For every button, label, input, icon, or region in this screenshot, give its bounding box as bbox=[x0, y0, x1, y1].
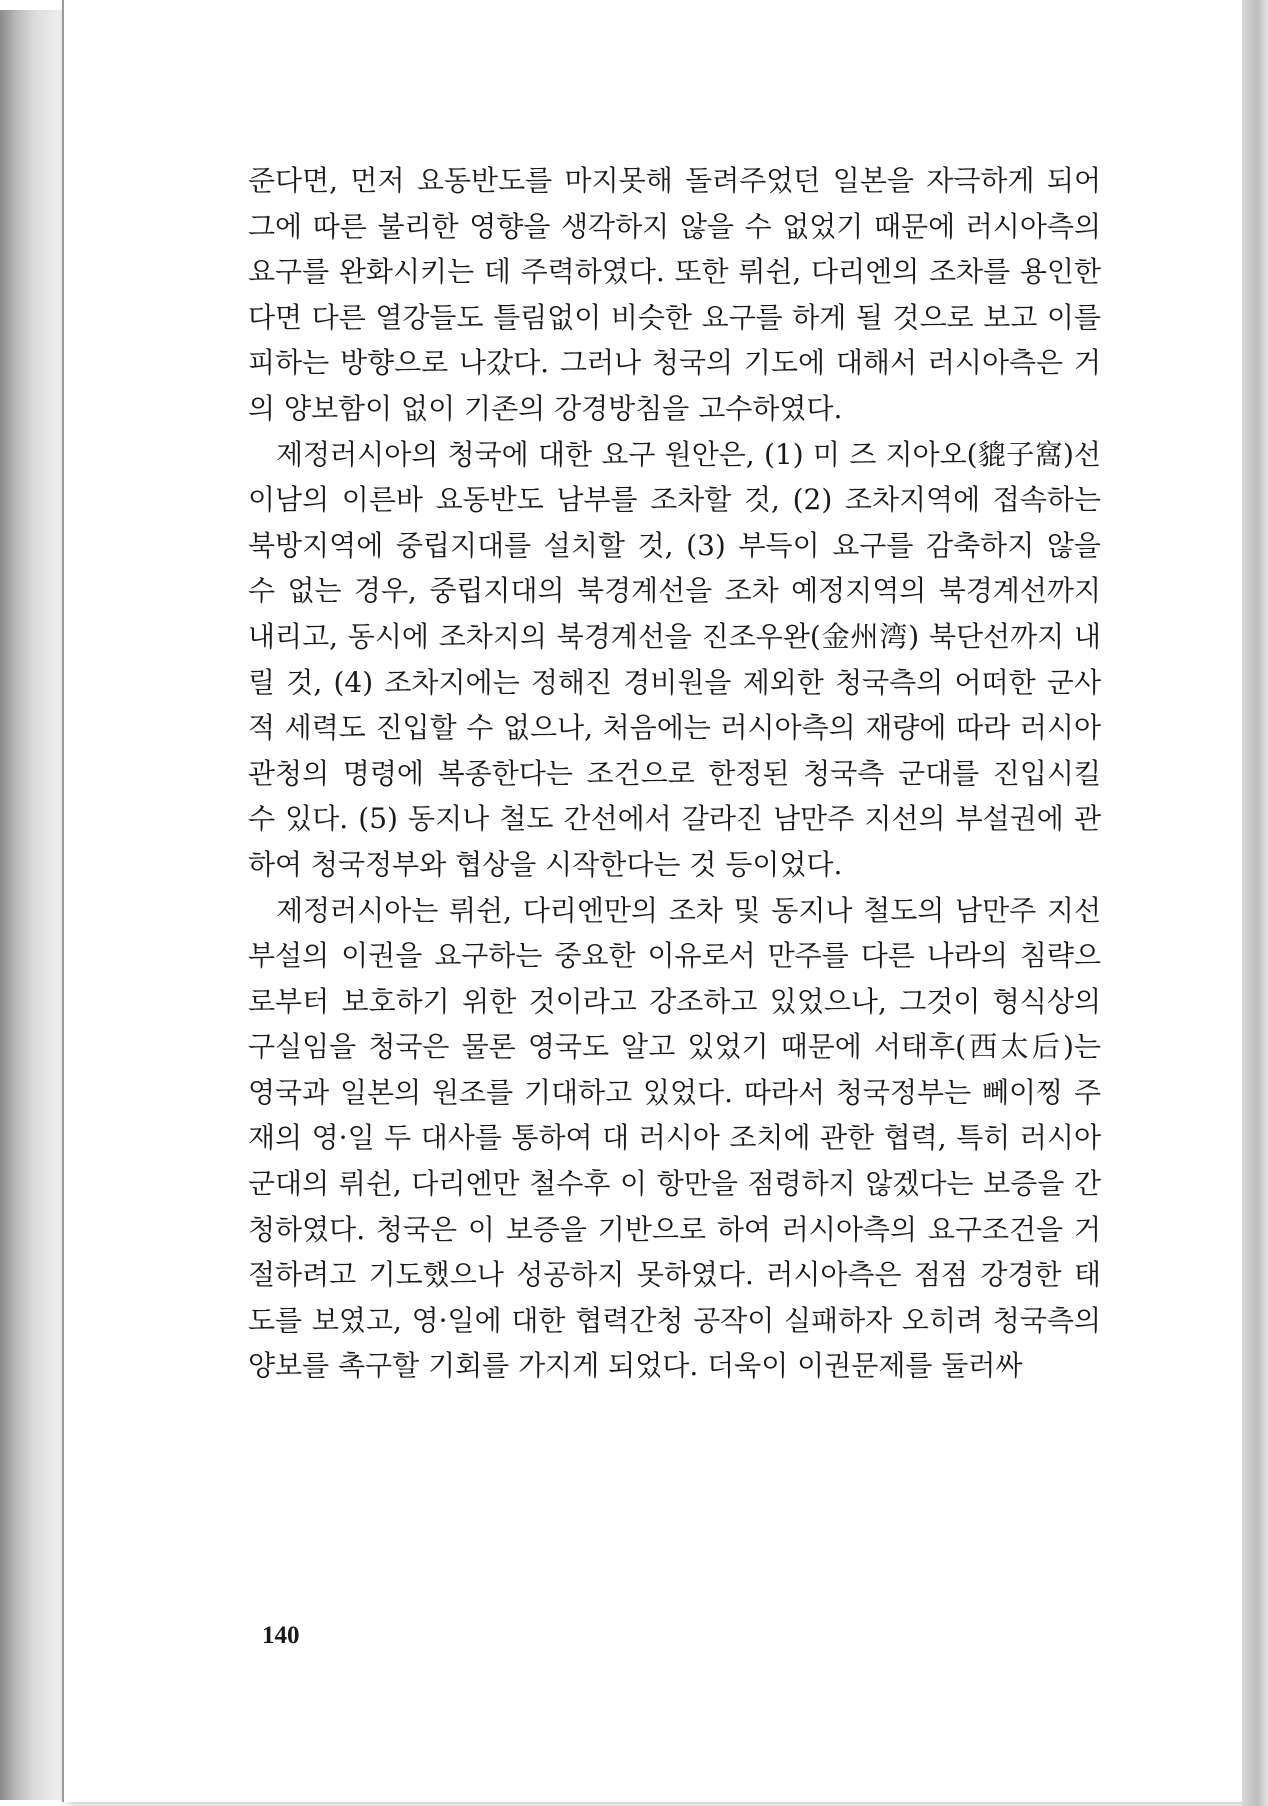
paragraph-2: 제정러시아의 청국에 대한 요구 원안은, (1) 미 즈 지아오(貔子窩)선 이남의 이른바 요동반도 남부를 조차할 것, (2) 조차지역에 접속하는 북방지역에 중립지대를 설치할 것, (3) 부득이 요구를 감축하지 않을 수 없는 경우, 중립지대의 북경계선을 조차 예정지역의 북경계선까지 내리고, 동시에 조차지의 북경계선을 진조우완(金州湾) 북단선까지 내릴 것, (4) 조차지에는 정해진 경비원을 제외한 청국측의 어떠한 군사적 세력도 진입할 수 없으나, 처음에는 러시아측의 재량에 따라 러시아 관청의 명령에 복종한다는 조건으로 한정된 청국측 군대를 진입시킬 수 있다. (5) 동지나 철도 간선에서 갈라진 남만주 지선의 부설권에 관하여 청국정부와 협상을 시작한다는 것 등이었다. bbox=[248, 437, 1101, 881]
paragraph-1: 준다면, 먼저 요동반도를 마지못해 돌려주었던 일본을 자극하게 되어 그에 따른 불리한 영향을 생각하지 않을 수 없었기 때문에 러시아측의 요구를 완화시키는 데 주력하였다. 또한 뤼쉰, 다리엔의 조차를 용인한다면 다른 열강들도 틀림없이 비슷한 요구를 하게 될 것으로 보고 이를 피하는 방향으로 나갔다. 그러나 청국의 기도에 대해서 러시아측은 거의 양보함이 없이 기존의 강경방침을 고수하였다. bbox=[248, 164, 1101, 425]
paragraph-3: 제정러시아는 뤼쉰, 다리엔만의 조차 및 동지나 철도의 남만주 지선부설의 이권을 요구하는 중요한 이유로서 만주를 다른 나라의 침략으로부터 보호하기 위한 것이라고 강조하고 있었으나, 그것이 형식상의 구실임을 청국은 물론 영국도 알고 있었기 때문에 서태후(西太后)는 영국과 일본의 원조를 기대하고 있었다. 따라서 청국정부는 뻬이찡 주재의 영·일 두 대사를 통하여 대 러시아 조치에 관한 협력, 특히 러시아 군대의 뤼쉰, 다리엔만 철수후 이 항만을 점령하지 않겠다는 보증을 간청하였다. 청국은 이 보증을 기반으로 하여 러시아측의 요구조건을 거절하려고 기도했으나 성공하지 못하였다. 러시아측은 점점 강경한 태도를 보였고, 영·일에 대한 협력간청 공작이 실패하자 오히려 청국측의 양보를 촉구할 기회를 가지게 되었다. 더욱이 이권문제를 둘러싸 bbox=[248, 893, 1101, 1383]
body-text bbox=[248, 158, 1101, 1389]
page-right-edge bbox=[1242, 0, 1268, 1806]
page-number: 140 bbox=[262, 1622, 300, 1649]
